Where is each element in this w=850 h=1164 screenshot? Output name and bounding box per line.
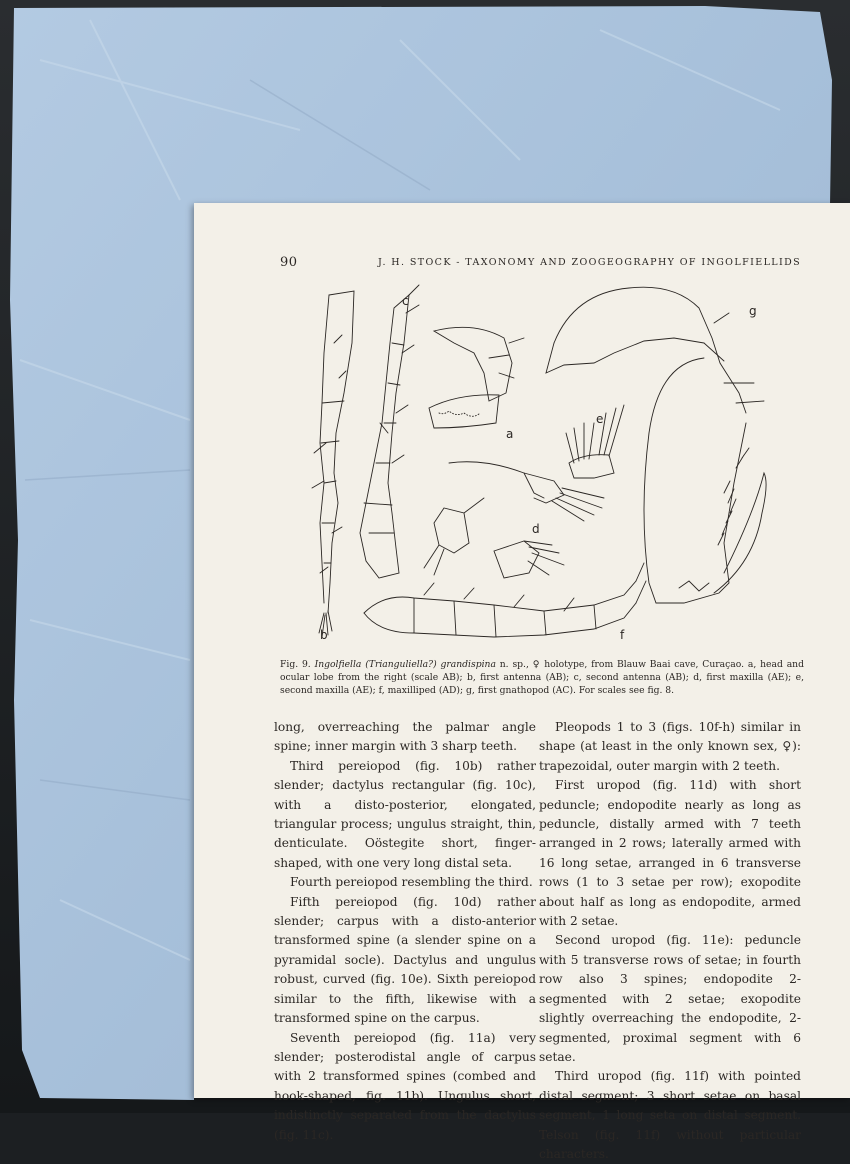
running-head: J. H. STOCK - TAXONOMY AND ZOOGEOGRAPHY OF INGOLFIELLIDS <box>378 257 802 268</box>
paragraph: Seventh pereiopod (fig. 11a) very slender; posterodistal angle of carpus with 2 transformed spines (combed and hook-shaped, fig. 11b). Ungulus short, indistinctly separated from the dactylus (fig. 11c). <box>274 1030 536 1142</box>
panel-label-e: e <box>596 412 604 426</box>
panel-label-f: f <box>620 628 625 642</box>
paragraph: Second uropod (fig. 11e): peduncle with 5 transverse rows of setae; in fourth row also 3 spines; endopodite 2-segmented with 2 setae; exopodite slightly overreaching the endopodite, 2-segmented, proximal segment with 6 setae. <box>539 933 801 1064</box>
panel-b-drawing <box>312 291 354 637</box>
paragraph: Third uropod (fig. 11f) with pointed distal segment; 3 short setae on basal segment, 1 long seta on distal segment. Telson (fig. 11f) without particular characters. <box>539 1069 801 1161</box>
paragraph: Fourth pereiopod resembling the third. <box>290 875 533 890</box>
panel-label-a: a <box>506 427 514 441</box>
left-text-column <box>274 718 536 1145</box>
journal-page <box>194 203 850 1161</box>
panel-label-d: d <box>532 522 540 536</box>
panel-label-g: g <box>749 304 757 318</box>
paragraph: long, overreaching the palmar angle spine; inner margin with 3 sharp teeth. <box>274 720 536 754</box>
panel-c-drawing <box>360 285 419 578</box>
figure-caption <box>280 658 804 697</box>
panel-e-drawing <box>566 405 624 478</box>
right-text-column <box>539 718 801 1164</box>
panel-label-b: b <box>320 628 328 642</box>
panel-label-c: c <box>402 294 409 308</box>
paragraph: Third pereiopod (fig. 10b) rather slender; dactylus rectangular (fig. 10c), with a disto-posterior, elongated, triangular process; ungulus straight, thin, denticulate. Oöstegite short, finger-shaped, with one very long distal seta. <box>274 758 536 870</box>
paragraph: Fifth pereiopod (fig. 10d) rather slender; carpus with a disto-anterior transformed spine (a slender spine on a pyramidal socle). Dactylus and ungulus robust, curved (fig. 10e). Sixth pereiopod similar to the fifth, likewise with a transformed spine on the carpus. <box>274 894 536 1026</box>
figure-9-illustration <box>284 283 794 653</box>
panel-d-drawing <box>424 462 604 578</box>
panel-f-drawing <box>364 563 646 637</box>
page-number: 90 <box>280 255 298 270</box>
caption-taxon: Ingolfiella (Trianguliella?) grandispina <box>314 659 496 670</box>
caption-lead: Fig. 9. <box>280 659 315 670</box>
caption-body: n. sp., ♀ holotype, from Blauw Baai cave, Curaçao. a, head and ocular lobe from the right (scale AB); b, first antenna (AB); c, second antenna (AB); d, first maxilla (AE); e, second maxilla (AE); f, maxilliped (AD); g, first gnathopod (AC). For scales see fig. 8. <box>280 659 804 696</box>
panel-a-drawing <box>429 327 524 428</box>
figure-line-drawing <box>284 283 794 653</box>
panel-g-drawing <box>546 287 766 603</box>
paragraph: First uropod (fig. 11d) with short peduncle; endopodite nearly as long as peduncle, distally armed with 7 teeth arranged in 2 rows; laterally armed with 16 long setae, arranged in 6 transverse rows (1 to 3 setae per row); exopodite about half as long as endopodite, armed with 2 setae. <box>539 778 801 929</box>
paragraph: Pleopods 1 to 3 (figs. 10f-h) similar in shape (at least in the only known sex, ♀): trapezoidal, outer margin with 2 teeth. <box>539 720 801 773</box>
